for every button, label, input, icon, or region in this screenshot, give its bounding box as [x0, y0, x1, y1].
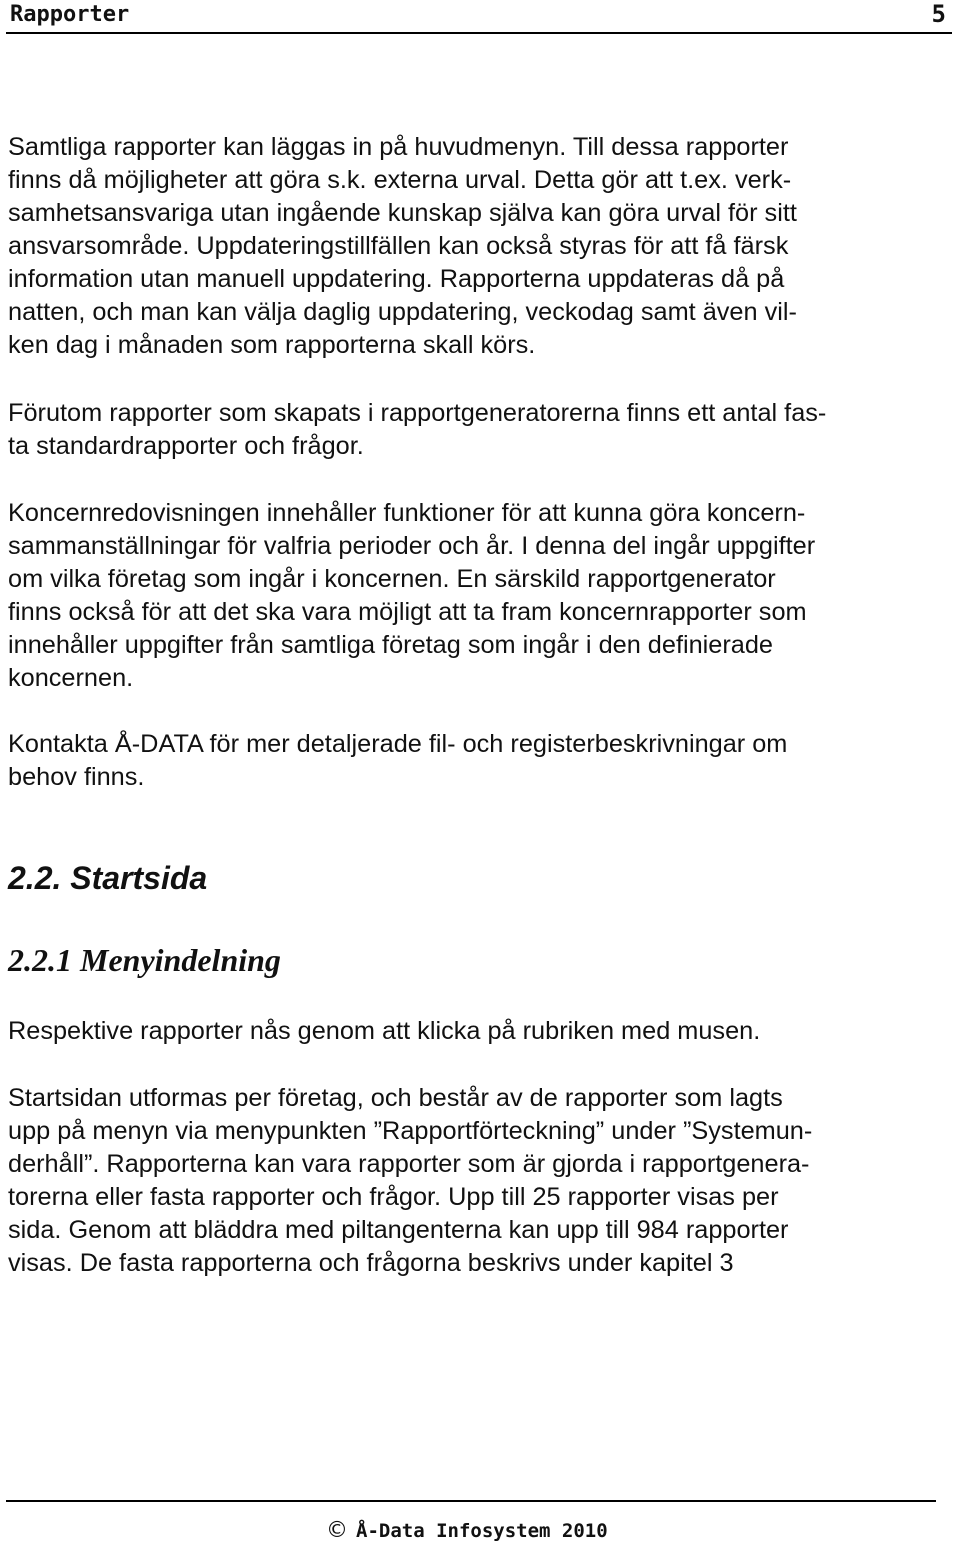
paragraph-group-accounting: Koncernredovisningen innehåller funktioner för att kunna göra koncern- sammanställningar för valfria perioder och år. I denna del ingår uppgifter om vilka företag som ingår i koncernen. En särskild rapportgenerator finns också för att det ska vara möjligt att ta fram koncernrapporter som innehåller uppgifter från samtliga företag som ingår i den definierade koncernen. — [8, 499, 816, 692]
paragraph-reports-intro: Samtliga rapporter kan läggas in på huvudmenyn. Till dessa rapporter finns då möjligheter att göra s.k. externa urval. Detta gör att t.ex. verk- samhetsansvariga utan ingående kunskap själva kan göra urval för sitt ansvarsområde. Uppdateringstillfällen kan också styras för att få färsk information utan manuell uppdatering. Rapporterna uppdateras då på natten, och man kan välja daglig uppdatering, veckodag samt även vil- ken dag i månaden som rapporterna skall körs. — [8, 133, 797, 359]
subsection-heading-menyindelning: 2.2.1 Menyindelning — [8, 942, 281, 978]
paragraph-click-heading: Respektive rapporter nås genom att klicka på rubriken med musen. — [8, 1017, 761, 1045]
footer-text: Å-Data Infosystem 2010 — [356, 1520, 608, 1542]
paragraph-standard-reports: Förutom rapporter som skapats i rapportgeneratorerna finns ett antal fas- ta standardrapporter och frågor. — [8, 399, 827, 460]
page-number: 5 — [931, 0, 946, 28]
footer-divider — [6, 1500, 936, 1502]
page-header — [6, 0, 952, 34]
page-footer — [326, 1518, 608, 1543]
paragraph-startpage-description: Startsidan utformas per företag, och består av de rapporter som lagts upp på menyn via menypunkten ”Rapportförteckning” under ”Systemun- derhåll”. Rapporterna kan vara rapporter som är gjorda i rapportgenera- torerna eller fasta rapporter och frågor. Upp till 25 rapporter visas per sida. Genom att bläddra med piltangenterna kan upp till 984 rapporter visas. De fasta rapporterna och frågorna beskrivs under kapitel 3 — [8, 1084, 813, 1277]
header-title: Rapporter — [10, 2, 130, 27]
copyright-icon: © — [326, 1518, 348, 1543]
paragraph-contact: Kontakta Å-DATA för mer detaljerade fil- och registerbeskrivningar om behov finns. — [8, 730, 788, 791]
section-heading-startsida: 2.2. Startsida — [8, 860, 208, 896]
